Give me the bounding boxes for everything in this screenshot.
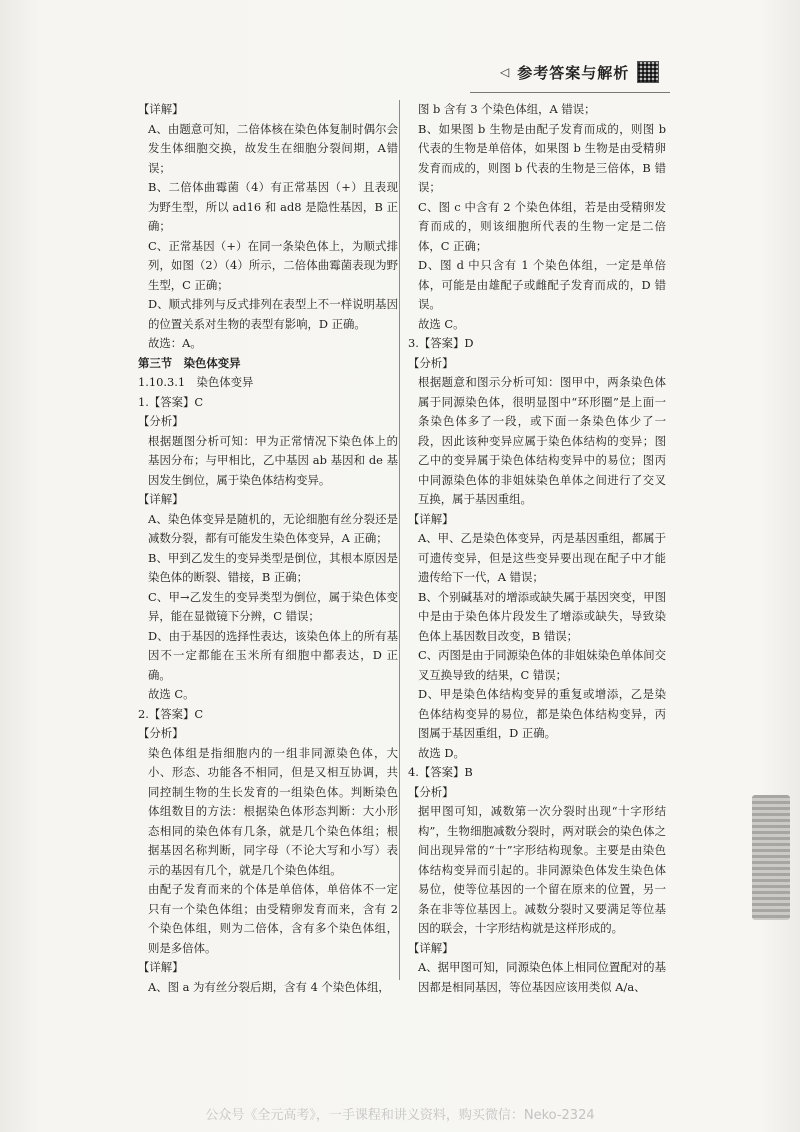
right-paragraph: 3.【答案】D — [408, 336, 474, 350]
left-paragraph: 1.10.3.1 染色体变异 — [138, 375, 254, 389]
left-paragraph: 故选 C。 — [148, 687, 195, 701]
right-paragraph: 故选 D。 — [418, 745, 465, 760]
right-paragraph: 【分析】 — [408, 784, 454, 799]
right-paragraph: C、图 c 中含有 2 个染色体组，若是由受精卵发育而成的，则该细胞所代表的生物一定是二倍体，C 正确； — [418, 199, 666, 253]
left-paragraph: 由配子发育而来的个体是单倍体，单倍体不一定只有一个染色体组；由受精卵发育而来，含有 2 个染色体组，则为二倍体，含有多个染色体组，则是多倍体。 — [148, 882, 398, 955]
right-paragraph: 4.【答案】B — [408, 765, 473, 779]
right-paragraph: 根据题意和图示分析可知：图甲中，两条染色体属于同源染色体，很明显图中“环形圈”是上面一条染色体多了一段，或下面一条染色体少了一段，因此该种变异应属于染色体结构的变异；图乙中的变异属于染色体结构变异中的易位；图丙中同源染色体的非姐妹染色单体之间进行了交叉互换，属于基因重组。 — [418, 375, 666, 506]
page-edge-tab — [752, 795, 790, 920]
left-paragraph: 染色体组是指细胞内的一组非同源染色体，大小、形态、功能各不相同，但是又相互协调，共同控制生物的生长发育的一组染色体。判断染色体组数目的方法：根据染色体形态判断：大小形态相同的染色体有几条，就是几个染色体组；根据基因名称判断，同字母（不论大写和小写）表示的基因有几个，就是几个染色体组。 — [148, 745, 398, 877]
left-paragraph: 【详解】 — [138, 492, 184, 506]
right-paragraph: B、如果图 b 生物是由配子发育而成的，则图 b 代表的生物是单倍体，如果图 b 生物是由受精卵发育而成的，则图 b 代表的生物是三倍体，B 错误； — [418, 121, 666, 194]
footer-watermark: 公众号《全元高考》，一手课程和讲义资料，购买微信：Neko-2324 — [205, 1108, 595, 1123]
left-paragraph: 根据题图分析可知：甲为正常情况下染色体上的基因分布；与甲相比，乙中基因 ab 基因和 de 基因发生倒位，属于染色体结构变异。 — [148, 433, 398, 487]
right-paragraph: 图 b 含有 3 个染色体组，A 错误； — [418, 102, 596, 116]
chevron-left-icon: ◁ — [500, 65, 510, 79]
right-paragraph: A、据甲图可知，同源染色体上相同位置配对的基因都是相同基因，等位基因应该用类似 A/a、 — [418, 960, 666, 994]
right-paragraph: 【分析】 — [408, 355, 454, 370]
left-paragraph: 【详解】 — [138, 102, 184, 116]
left-paragraph: D、顺式排列与反式排列在表型上不一样说明基因的位置关系对生物的表型有影响，D 正确。 — [148, 297, 398, 331]
right-paragraph: A、甲、乙是染色体变异，丙是基因重组，都属于可遗传变异，但是这些变异要出现在配子中才能遗传给下一代，A 错误； — [418, 531, 666, 584]
right-paragraph: D、图 d 中只含有 1 个染色体组，一定是单倍体，可能是由雄配子或雌配子发育而成的，D 错误。 — [418, 258, 666, 311]
left-paragraph: 1.【答案】C — [138, 394, 204, 409]
left-paragraph: A、图 a 为有丝分裂后期，含有 4 个染色体组， — [148, 979, 390, 994]
header-rule — [470, 92, 670, 93]
right-paragraph: 据甲图可知，减数第一次分裂时出现“十字形结构”，生物细胞减数分裂时，两对联会的染色体之间出现异常的“十”字形结构现象。主要是由染色体结构变异而引起的。非同源染色体发生染色体易位，使等位基因的一个留在原来的位置，另一条在非等位基因上。减数分裂时又要满足等位基因的联会，十字形结构就是这样形成的。 — [418, 804, 666, 935]
left-paragraph: A、染色体变异是随机的，无论细胞有丝分裂还是减数分裂，都有可能发生染色体变异，A 正确； — [148, 511, 398, 545]
page-header — [500, 60, 670, 84]
left-paragraph: C、甲→乙发生的变异类型为倒位，属于染色体变异，能在显微镜下分辨，C 错误； — [148, 589, 398, 623]
qr-code-icon — [637, 61, 659, 83]
right-paragraph: C、丙图是由于同源染色体的非姐妹染色单体间交叉互换导致的结果，C 错误； — [418, 648, 666, 682]
left-paragraph: 【分析】 — [138, 726, 184, 740]
right-paragraph: 【详解】 — [408, 940, 454, 955]
left-paragraph: 2.【答案】C — [138, 706, 204, 721]
left-paragraph: D、由于基因的选择性表达，该染色体上的所有基因不一定都能在玉米所有细胞中都表达，D 正确。 — [148, 628, 398, 682]
left-paragraph: B、二倍体曲霉菌（4）有正常基因（+）且表现为野生型，所以 ad16 和 ad8 是隐性基因，B 正确； — [148, 180, 398, 233]
left-paragraph: 【详解】 — [138, 960, 184, 974]
left-paragraph: A、由题意可知，二倍体核在染色体复制时偶尔会发生体细胞交换，故发生在细胞分裂间期，A错误； — [148, 121, 398, 175]
header-title: 参考答案与解析 — [517, 63, 630, 82]
left-column — [138, 100, 398, 997]
left-paragraph: 【分析】 — [138, 414, 184, 428]
right-paragraph: D、甲是染色体结构变异的重复或增添，乙是染色体结构变异的易位，都是染色体结构变异，丙图属于基因重组，D 正确。 — [418, 687, 666, 740]
right-paragraph: B、个别碱基对的增添或缺失属于基因突变，甲图中是由于染色体片段发生了增添或缺失，导致染色体上基因数目改变，B 错误； — [418, 589, 666, 643]
left-paragraph: C、正常基因（+）在同一条染色体上，为顺式排列，如图（2）（4）所示，二倍体曲霉菌表现为野生型，C 正确； — [148, 238, 398, 292]
column-divider — [399, 100, 400, 980]
right-paragraph: 故选 C。 — [418, 316, 465, 331]
right-paragraph: 【详解】 — [408, 511, 454, 526]
left-paragraph: 第三节 染色体变异 — [138, 355, 241, 370]
left-paragraph: B、甲到乙发生的变异类型是倒位，其根本原因是染色体的断裂、错接，B 正确； — [148, 550, 398, 584]
left-paragraph: 故选：A。 — [148, 336, 202, 350]
right-column — [408, 100, 666, 997]
